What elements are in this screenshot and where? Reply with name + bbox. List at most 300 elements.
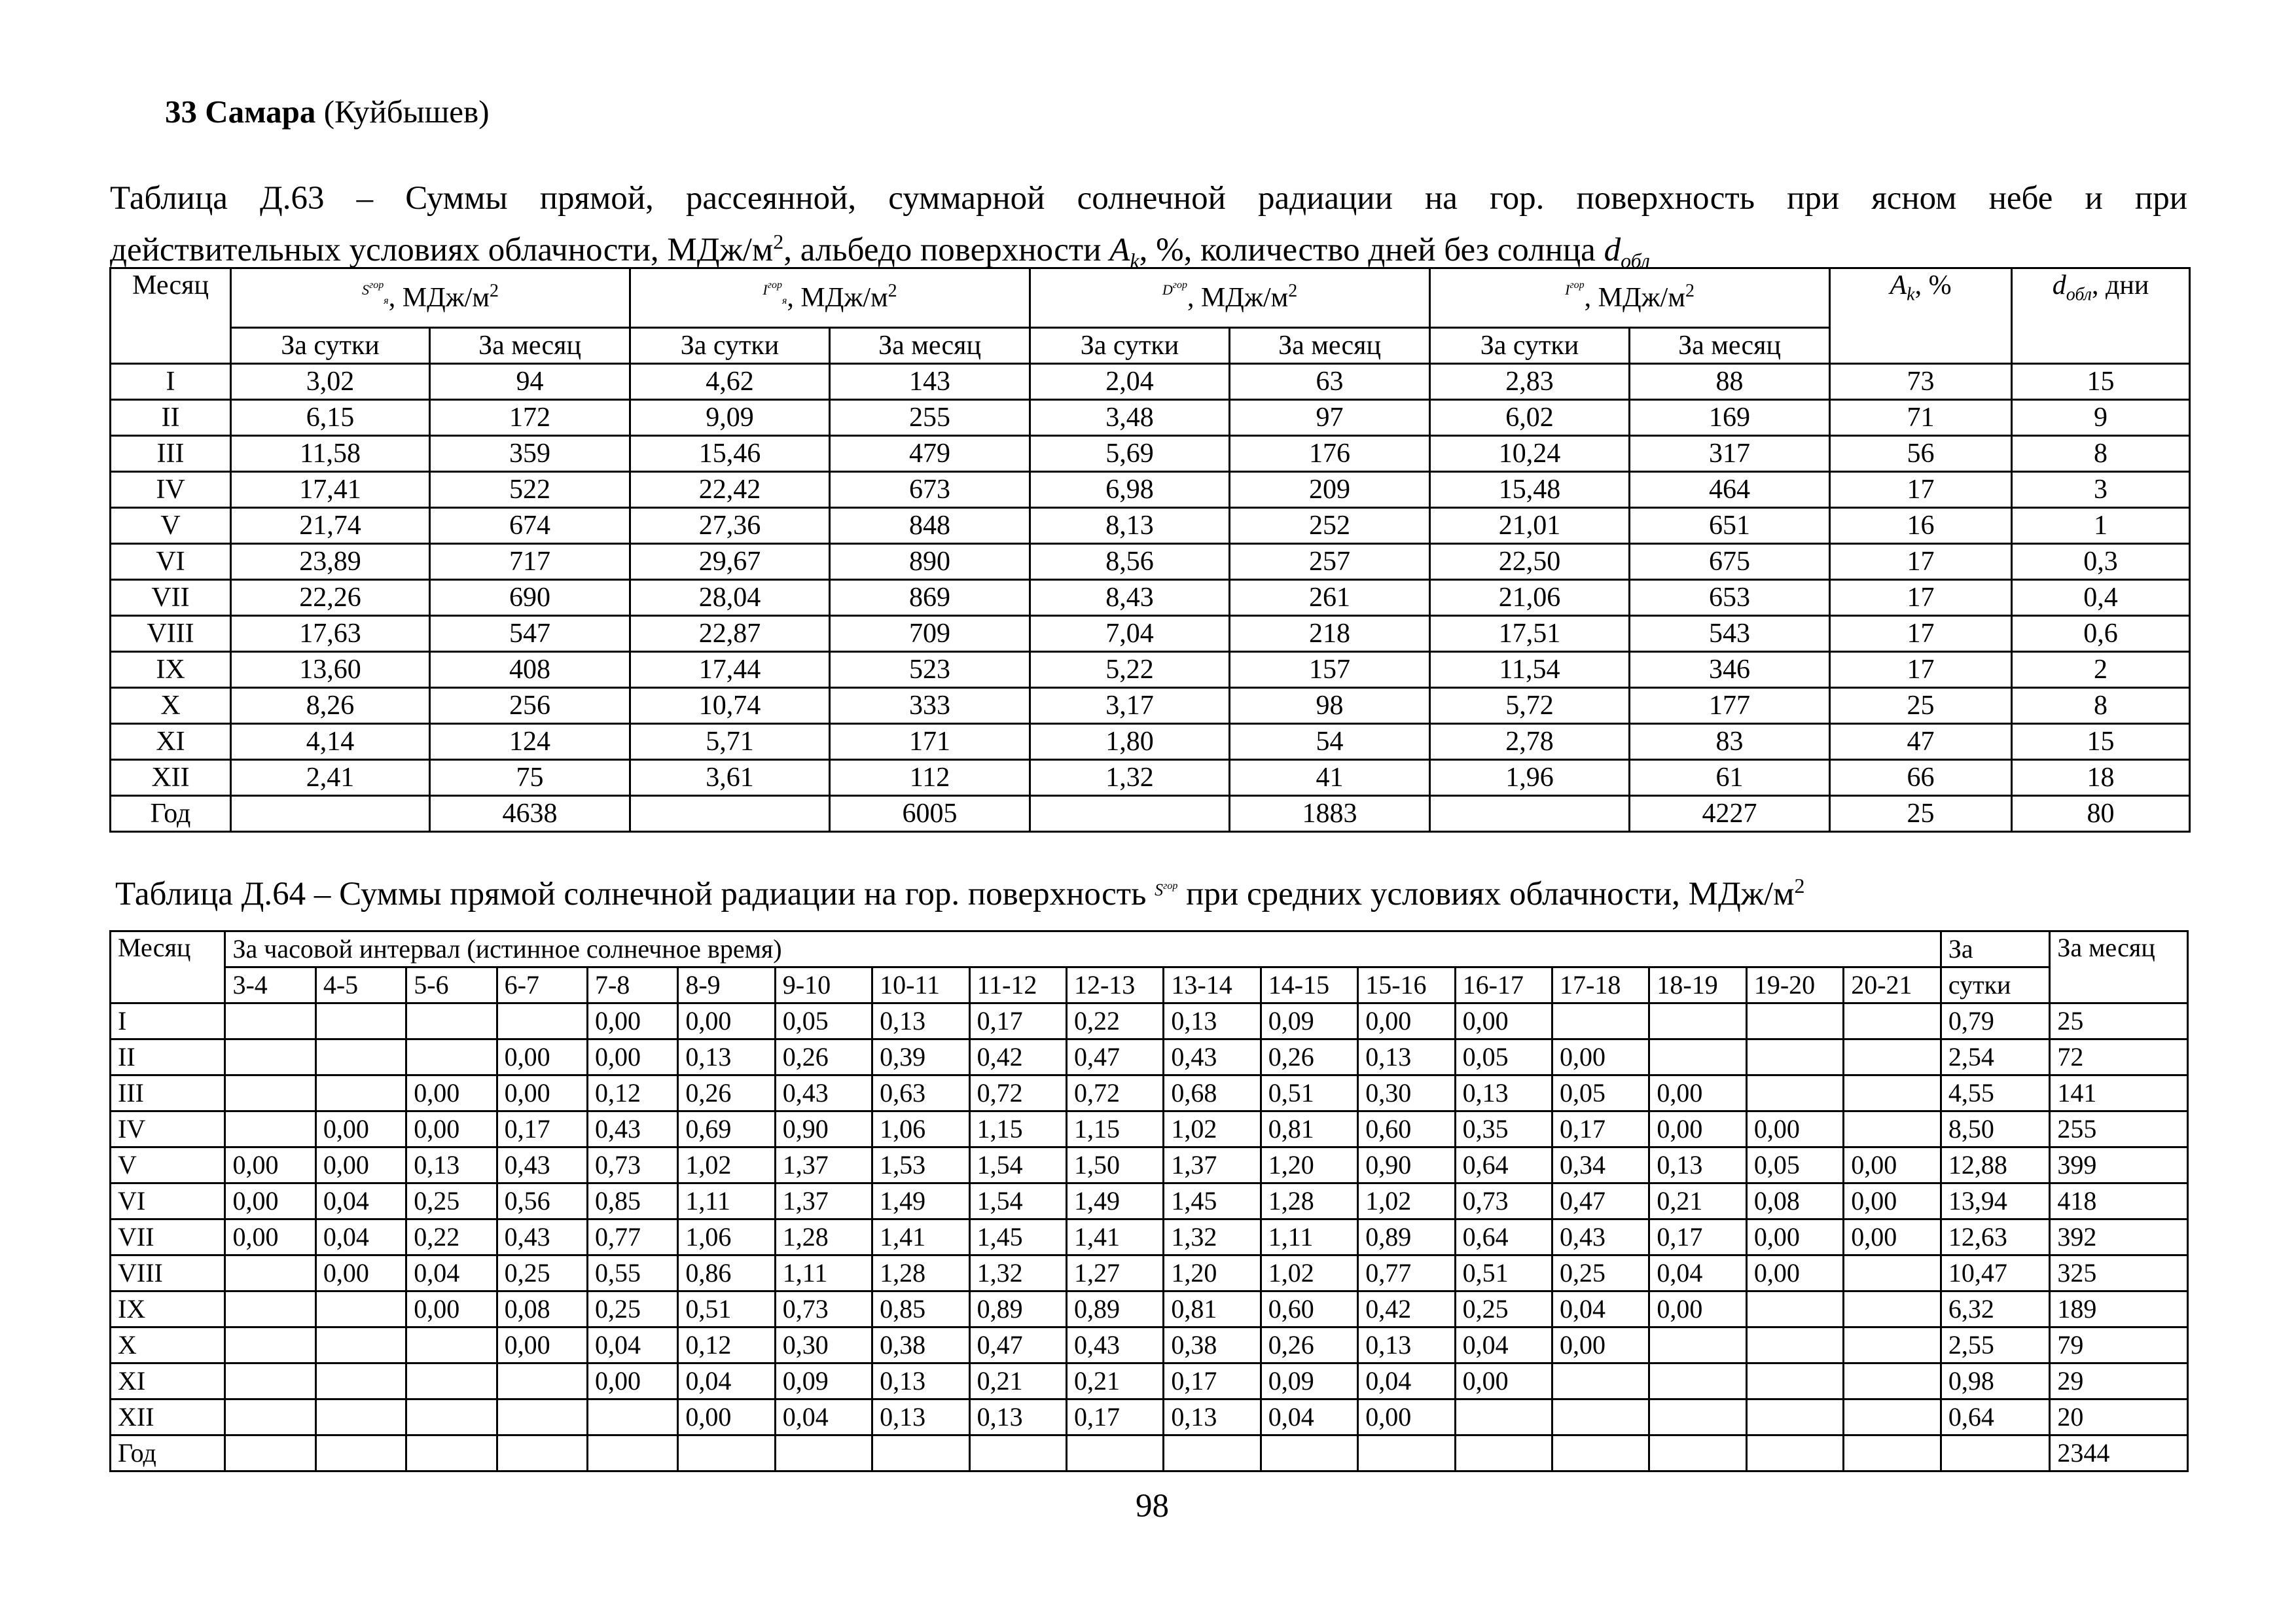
hour-header: 18-19 (1649, 967, 1746, 1003)
table-cell: 261 (1230, 580, 1430, 616)
table-cell: 1,28 (872, 1255, 969, 1291)
table-cell: 6,98 (1030, 472, 1230, 508)
table-cell: 0,05 (1455, 1039, 1552, 1075)
table-cell: 16 (1830, 508, 2012, 544)
table-cell: 0,89 (969, 1291, 1066, 1327)
table-cell: 0,00 (1358, 1399, 1455, 1435)
table-cell: 0,21 (1649, 1183, 1746, 1219)
table-cell: 0,43 (775, 1075, 872, 1111)
table-cell (1649, 1039, 1746, 1075)
table-cell (315, 1075, 406, 1111)
table-cell: 418 (2050, 1183, 2188, 1219)
table-cell: 0,00 (406, 1291, 497, 1327)
table-cell: 653 (1630, 580, 1830, 616)
row-month: XI (111, 724, 231, 760)
row-month: VII (111, 580, 231, 616)
table-cell: 0,21 (969, 1363, 1066, 1399)
table-cell: 22,87 (630, 616, 830, 652)
row-month: IX (111, 1291, 225, 1327)
table-cell (315, 1003, 406, 1039)
table-cell: 1,02 (1358, 1183, 1455, 1219)
hour-header: 19-20 (1746, 967, 1843, 1003)
table-cell: 0,04 (1552, 1291, 1649, 1327)
row-month: XI (111, 1363, 225, 1399)
table-cell: 0,00 (1455, 1003, 1552, 1039)
table-cell: 189 (2050, 1291, 2188, 1327)
table-cell: 0,05 (1552, 1075, 1649, 1111)
table-cell: 0,17 (1164, 1363, 1261, 1399)
table-cell (497, 1363, 587, 1399)
table-cell: 29,67 (630, 544, 830, 580)
table-cell: 10,47 (1941, 1255, 2049, 1291)
table-cell (1844, 1039, 1941, 1075)
header-day-2: сутки (1941, 967, 2049, 1003)
table-cell: 0,00 (1358, 1003, 1455, 1039)
table-cell: 0,12 (678, 1327, 775, 1363)
table-cell: 0,00 (1844, 1147, 1941, 1183)
table-cell: 1,37 (775, 1147, 872, 1183)
table-cell: 2,04 (1030, 364, 1230, 400)
table-cell (1552, 1435, 1649, 1471)
table-cell (1844, 1111, 1941, 1147)
table-row (111, 400, 2190, 436)
table-cell (1030, 796, 1230, 832)
table-cell (1649, 1363, 1746, 1399)
hour-header: 13-14 (1164, 967, 1261, 1003)
table-cell (587, 1435, 677, 1471)
table-cell (225, 1363, 315, 1399)
table-cell: 0,43 (1066, 1327, 1163, 1363)
table-cell: 176 (1230, 436, 1430, 472)
table-cell: 0,34 (1552, 1147, 1649, 1183)
table-cell: 0,09 (1261, 1363, 1357, 1399)
table-cell: 6005 (830, 796, 1030, 832)
table-cell: 0,22 (1066, 1003, 1163, 1039)
table-cell: 0,00 (1746, 1111, 1843, 1147)
table-cell: 0,85 (587, 1183, 677, 1219)
table-cell: 0,60 (1358, 1111, 1455, 1147)
subheader-day: За сутки (231, 328, 430, 364)
table-cell: 4,62 (630, 364, 830, 400)
table-cell: 0,35 (1455, 1111, 1552, 1147)
table-cell: 0,47 (969, 1327, 1066, 1363)
table-row (111, 544, 2190, 580)
table-cell: 1,11 (678, 1183, 775, 1219)
table-cell: 47 (1830, 724, 2012, 760)
table-cell: 0,00 (225, 1219, 315, 1255)
table-cell: 464 (1630, 472, 1830, 508)
symbol-a: A (1109, 232, 1130, 268)
table-cell (497, 1003, 587, 1039)
table-cell: 1,54 (969, 1147, 1066, 1183)
table-cell (406, 1435, 497, 1471)
table-cell: 674 (430, 508, 630, 544)
table-cell (1358, 1435, 1455, 1471)
hour-header: 15-16 (1358, 967, 1455, 1003)
table-cell: 0,04 (1455, 1327, 1552, 1363)
table-cell (231, 796, 430, 832)
table-cell (225, 1075, 315, 1111)
table-cell: 0,72 (1066, 1075, 1163, 1111)
table-row (111, 760, 2190, 796)
row-month: I (111, 364, 231, 400)
table-cell: 1,41 (1066, 1219, 1163, 1255)
table-cell: 0,00 (225, 1183, 315, 1219)
table-cell: 0,13 (406, 1147, 497, 1183)
table-cell: 0,51 (678, 1291, 775, 1327)
table-cell: 13,94 (1941, 1183, 2049, 1219)
row-month: II (111, 1039, 225, 1075)
row-month: IV (111, 472, 231, 508)
table-cell: 17,63 (231, 616, 430, 652)
table-cell: 63 (1230, 364, 1430, 400)
table-cell: 1,32 (1030, 760, 1230, 796)
table-cell (497, 1435, 587, 1471)
table-cell: 1,50 (1066, 1147, 1163, 1183)
hour-header: 16-17 (1455, 967, 1552, 1003)
table-cell: 112 (830, 760, 1030, 796)
table-cell: 0,60 (1261, 1291, 1357, 1327)
header-interval: За часовой интервал (истинное солнечное время) (225, 931, 1941, 967)
table-cell (225, 1255, 315, 1291)
table-cell: 21,06 (1430, 580, 1630, 616)
table-cell: 522 (430, 472, 630, 508)
subheader-month: За месяц (1230, 328, 1430, 364)
table-cell: 0,26 (775, 1039, 872, 1075)
hour-header: 10-11 (872, 967, 969, 1003)
row-month: Год (111, 1435, 225, 1471)
table-cell: 0,17 (969, 1003, 1066, 1039)
table-cell: 0,00 (406, 1075, 497, 1111)
table-cell: 1,06 (872, 1111, 969, 1147)
table-cell: 0,00 (497, 1327, 587, 1363)
table-cell: 0,26 (1261, 1039, 1357, 1075)
table-cell: 11,58 (231, 436, 430, 472)
table-cell: 10,24 (1430, 436, 1630, 472)
table-row (111, 1219, 2188, 1255)
table-cell: 1,20 (1261, 1147, 1357, 1183)
table-cell: 0,51 (1455, 1255, 1552, 1291)
table-cell: 0,25 (1455, 1291, 1552, 1327)
table-cell: 0,17 (1649, 1219, 1746, 1255)
table-cell (1455, 1399, 1552, 1435)
table-cell: 0,90 (1358, 1147, 1455, 1183)
symbol-k: k (1130, 249, 1139, 273)
hour-header: 17-18 (1552, 967, 1649, 1003)
table-cell: 169 (1630, 400, 1830, 436)
table-cell: 15,48 (1430, 472, 1630, 508)
table-cell (1552, 1363, 1649, 1399)
table-cell (225, 1327, 315, 1363)
table-cell (1746, 1399, 1843, 1435)
table-cell: 5,22 (1030, 652, 1230, 688)
table-cell (1164, 1435, 1261, 1471)
subheader-month: За месяц (830, 328, 1030, 364)
table-cell: 21,01 (1430, 508, 1630, 544)
table-cell: 848 (830, 508, 1030, 544)
table-cell: 94 (430, 364, 630, 400)
table-cell (1746, 1363, 1843, 1399)
table-cell: 73 (1830, 364, 2012, 400)
table-cell (1844, 1003, 1941, 1039)
table-cell: 1,20 (1164, 1255, 1261, 1291)
table-cell: 1,49 (1066, 1183, 1163, 1219)
table-row (111, 724, 2190, 760)
table-cell: 0,17 (497, 1111, 587, 1147)
table-cell: 0,64 (1941, 1399, 2049, 1435)
row-month: X (111, 1327, 225, 1363)
table-cell (678, 1435, 775, 1471)
table-63 (109, 267, 2191, 833)
table-row (111, 1075, 2188, 1111)
page-number: 98 (1136, 1488, 1169, 1525)
table-cell: 124 (430, 724, 630, 760)
table-cell: 1,53 (872, 1147, 969, 1183)
table-cell: 0,00 (1649, 1111, 1746, 1147)
header-month-sum: За месяц (2050, 931, 2188, 1003)
subheader-month: За месяц (430, 328, 630, 364)
table-cell: 0,04 (315, 1183, 406, 1219)
table-cell: 1 (2012, 508, 2190, 544)
table-cell (872, 1435, 969, 1471)
table-cell (1844, 1255, 1941, 1291)
table-cell (1649, 1003, 1746, 1039)
table-cell: 25 (1830, 688, 2012, 724)
table-cell: 1,32 (1164, 1219, 1261, 1255)
table-cell: 80 (2012, 796, 2190, 832)
table-cell: 0,51 (1261, 1075, 1357, 1111)
table-cell: 1,02 (1261, 1255, 1357, 1291)
table-cell (1746, 1039, 1843, 1075)
table-cell: 0,13 (678, 1039, 775, 1075)
table-cell: 22,26 (231, 580, 430, 616)
row-month: III (111, 1075, 225, 1111)
table-cell: 0,3 (2012, 544, 2190, 580)
table-cell: 0,04 (775, 1399, 872, 1435)
table-cell: 5,72 (1430, 688, 1630, 724)
table-cell: 0,21 (1066, 1363, 1163, 1399)
table-cell: 0,09 (1261, 1003, 1357, 1039)
table-row (111, 1291, 2188, 1327)
table-cell (1941, 1435, 2049, 1471)
hour-header: 20-21 (1844, 967, 1941, 1003)
table-cell: 0,13 (969, 1399, 1066, 1435)
table-cell: 0,64 (1455, 1147, 1552, 1183)
table-cell (225, 1111, 315, 1147)
table-cell: 0,43 (1164, 1039, 1261, 1075)
table-cell: 15 (2012, 724, 2190, 760)
header-s: $^{Sгор}$я, МДж/$м^2$ (231, 268, 630, 328)
table-cell: 1,80 (1030, 724, 1230, 760)
hour-header: 14-15 (1261, 967, 1357, 1003)
subheader-day: За сутки (1430, 328, 1630, 364)
table-cell: 17,44 (630, 652, 830, 688)
hour-header: 5-6 (406, 967, 497, 1003)
header-month: Месяц (111, 931, 225, 1003)
table-cell: 0,00 (497, 1075, 587, 1111)
table-cell: 0,38 (872, 1327, 969, 1363)
table-cell: 392 (2050, 1219, 2188, 1255)
table-cell: 0,25 (1552, 1255, 1649, 1291)
table-cell: 1,37 (1164, 1147, 1261, 1183)
table-cell: 0,73 (1455, 1183, 1552, 1219)
table-cell: 0,04 (678, 1363, 775, 1399)
table-cell: 27,36 (630, 508, 830, 544)
table-cell: 2,55 (1941, 1327, 2049, 1363)
table-cell: 317 (1630, 436, 1830, 472)
table-cell: 25 (1830, 796, 2012, 832)
table-cell: 83 (1630, 724, 1830, 760)
table-cell: 0,98 (1941, 1363, 2049, 1399)
table-cell: 0,64 (1455, 1219, 1552, 1255)
table-cell: 18 (2012, 760, 2190, 796)
table-cell: 97 (1230, 400, 1430, 436)
table-cell: 8,56 (1030, 544, 1230, 580)
table-cell: 0,04 (1261, 1399, 1357, 1435)
symbol-d: d (1604, 232, 1621, 268)
table-cell: 17 (1830, 472, 2012, 508)
row-month: V (111, 1147, 225, 1183)
row-month: XII (111, 1399, 225, 1435)
row-month: VI (111, 544, 231, 580)
table-cell: 71 (1830, 400, 2012, 436)
table-cell: 0,81 (1164, 1291, 1261, 1327)
table-cell: 1,02 (678, 1147, 775, 1183)
table-cell: 399 (2050, 1147, 2188, 1183)
table-cell: 5,71 (630, 724, 830, 760)
row-month: VI (111, 1183, 225, 1219)
row-month: I (111, 1003, 225, 1039)
table-row (111, 1255, 2188, 1291)
table-cell: 0,17 (1066, 1399, 1163, 1435)
table-cell: 12,63 (1941, 1219, 2049, 1255)
table-cell: 0,00 (225, 1147, 315, 1183)
table-cell: 0,12 (587, 1075, 677, 1111)
table-cell (497, 1399, 587, 1435)
table-cell: 8,13 (1030, 508, 1230, 544)
table-cell: 359 (430, 436, 630, 472)
table-cell: 0,00 (1455, 1363, 1552, 1399)
subheader-month: За месяц (1630, 328, 1830, 364)
table-cell (406, 1039, 497, 1075)
table-cell: 0,00 (1844, 1219, 1941, 1255)
table-cell (1649, 1327, 1746, 1363)
table-cell: 98 (1230, 688, 1430, 724)
table-cell: 0,00 (497, 1039, 587, 1075)
table-cell: 141 (2050, 1075, 2188, 1111)
table-cell: 0,26 (678, 1075, 775, 1111)
table-cell (969, 1435, 1066, 1471)
table-cell: 0,08 (497, 1291, 587, 1327)
table-cell (1844, 1075, 1941, 1111)
table-cell: 0,00 (678, 1399, 775, 1435)
table-cell: 3,61 (630, 760, 830, 796)
table-cell: 2344 (2050, 1435, 2188, 1471)
table-row (111, 688, 2190, 724)
table-cell: 252 (1230, 508, 1430, 544)
table-cell (1746, 1075, 1843, 1111)
table-cell: 17,51 (1430, 616, 1630, 652)
table-cell: 4638 (430, 796, 630, 832)
hour-header: 12-13 (1066, 967, 1163, 1003)
table-cell: 0,86 (678, 1255, 775, 1291)
table-cell (1844, 1435, 1941, 1471)
table-cell: 2,54 (1941, 1039, 2049, 1075)
table-cell: 0,00 (1552, 1039, 1649, 1075)
hour-header: 3-4 (225, 967, 315, 1003)
table-cell: 333 (830, 688, 1030, 724)
table-cell: 869 (830, 580, 1030, 616)
table-cell: 72 (2050, 1039, 2188, 1075)
table-cell: 1,11 (1261, 1219, 1357, 1255)
table-cell: 0,43 (1552, 1219, 1649, 1255)
table-cell: 12,88 (1941, 1147, 2049, 1183)
table-cell: 0,25 (406, 1183, 497, 1219)
table-cell: 673 (830, 472, 1030, 508)
table-cell: 1,32 (969, 1255, 1066, 1291)
table-cell: 0,89 (1358, 1219, 1455, 1255)
table-row (111, 1435, 2188, 1471)
row-month: Год (111, 796, 231, 832)
table-cell (1844, 1399, 1941, 1435)
table-cell: 0,30 (775, 1327, 872, 1363)
table-cell: 709 (830, 616, 1030, 652)
table-cell: 1,96 (1430, 760, 1630, 796)
table-cell: 257 (1230, 544, 1430, 580)
table-cell: 1,11 (775, 1255, 872, 1291)
table-cell: 0,42 (1358, 1291, 1455, 1327)
table-cell: 29 (2050, 1363, 2188, 1399)
table-cell: 25 (2050, 1003, 2188, 1039)
table-cell (1261, 1435, 1357, 1471)
table-cell: 22,50 (1430, 544, 1630, 580)
table-cell: 0,47 (1066, 1039, 1163, 1075)
table-cell: 3,02 (231, 364, 430, 400)
hour-header: 7-8 (587, 967, 677, 1003)
table-cell: 0,77 (1358, 1255, 1455, 1291)
table-cell: 0,00 (587, 1003, 677, 1039)
table-cell: 0,13 (1358, 1327, 1455, 1363)
table-cell (1430, 796, 1630, 832)
table-cell: 1,45 (969, 1219, 1066, 1255)
table-cell: 1,15 (969, 1111, 1066, 1147)
table-row (111, 1003, 2188, 1039)
table-cell (315, 1435, 406, 1471)
table-cell: 5,69 (1030, 436, 1230, 472)
table-cell: 17 (1830, 580, 2012, 616)
table-cell: 0,43 (497, 1147, 587, 1183)
table-cell: 1,28 (1261, 1183, 1357, 1219)
table-cell: 172 (430, 400, 630, 436)
table-cell: 41 (1230, 760, 1430, 796)
table-cell: 0,13 (872, 1399, 969, 1435)
table-cell (315, 1399, 406, 1435)
table-row (111, 796, 2190, 832)
table-cell: 0,13 (1164, 1003, 1261, 1039)
table-cell: 0,77 (587, 1219, 677, 1255)
table-cell: 0,08 (1746, 1183, 1843, 1219)
table-cell: 0,05 (775, 1003, 872, 1039)
table-cell: 218 (1230, 616, 1430, 652)
table-cell: 0,6 (2012, 616, 2190, 652)
table-row (111, 1111, 2188, 1147)
table-cell (630, 796, 830, 832)
table-cell: 88 (1630, 364, 1830, 400)
table-cell: 0,69 (678, 1111, 775, 1147)
table-cell: 0,81 (1261, 1111, 1357, 1147)
table-cell: 2 (2012, 652, 2190, 688)
table-cell (225, 1399, 315, 1435)
